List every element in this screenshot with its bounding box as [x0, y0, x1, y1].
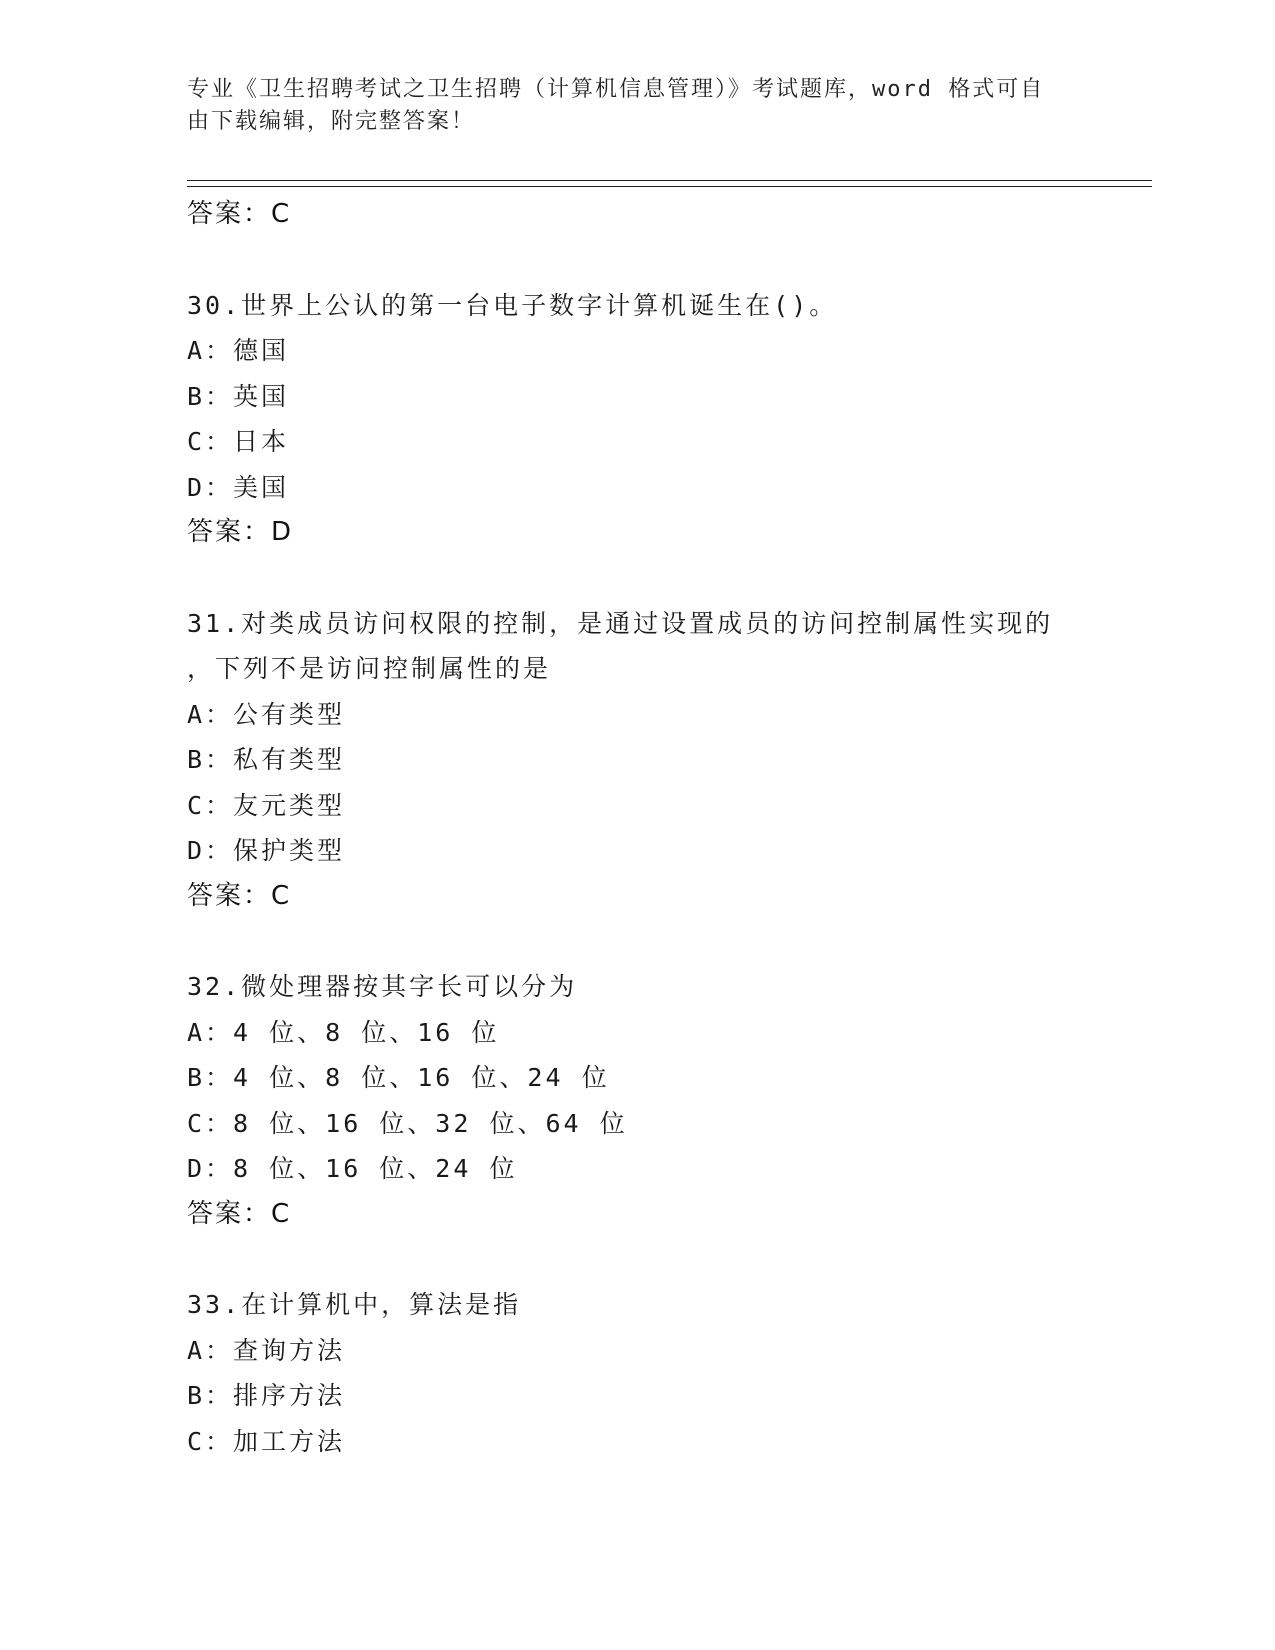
option-c: C：8 位、16 位、32 位、64 位	[187, 1108, 628, 1138]
header-line-2: 由下载编辑，附完整答案！	[187, 109, 476, 134]
document-header	[187, 74, 1067, 138]
question-31	[187, 601, 1152, 920]
option-a: A：德国	[187, 336, 290, 365]
question-title: 30.世界上公认的第一台电子数字计算机诞生在()。	[187, 290, 838, 320]
question-title: 33.在计算机中，算法是指	[187, 1290, 522, 1319]
answer-line: 答案：C	[187, 880, 292, 911]
option-d: D：保护类型	[187, 836, 346, 865]
header-divider	[187, 180, 1152, 187]
option-b: B：排序方法	[187, 1381, 346, 1410]
question-30	[187, 283, 1152, 556]
question-33	[187, 1282, 1152, 1464]
option-b: B：4 位、8 位、16 位、24 位	[187, 1063, 610, 1092]
option-d: D：8 位、16 位、24 位	[187, 1154, 518, 1183]
header-line-1: 专业《卫生招聘考试之卫生招聘（计算机信息管理）》考试题库，word 格式可自	[187, 77, 1045, 102]
question-list	[187, 192, 1152, 1464]
option-a: A：查询方法	[187, 1335, 346, 1365]
answer-line: 答案：C	[187, 199, 292, 229]
question-32	[187, 964, 1152, 1237]
answer-line: 答案：D	[187, 517, 294, 547]
option-b: B：私有类型	[187, 745, 346, 774]
option-c: C：加工方法	[187, 1426, 346, 1456]
question-title: 32.微处理器按其字长可以分为	[187, 972, 578, 1001]
option-b: B：英国	[187, 381, 290, 411]
option-a: A：4 位、8 位、16 位	[187, 1017, 500, 1047]
option-c: C：日本	[187, 427, 290, 456]
answer-line: 答案：C	[187, 1198, 292, 1229]
option-c: C：友元类型	[187, 790, 346, 820]
option-a: A：公有类型	[187, 699, 346, 729]
question-title-line-1: 31.对类成员访问权限的控制，是通过设置成员的访问控制属性实现的	[187, 608, 1054, 638]
option-d: D：美国	[187, 472, 290, 502]
question-title-line-2: ，下列不是访问控制属性的是	[187, 654, 552, 683]
